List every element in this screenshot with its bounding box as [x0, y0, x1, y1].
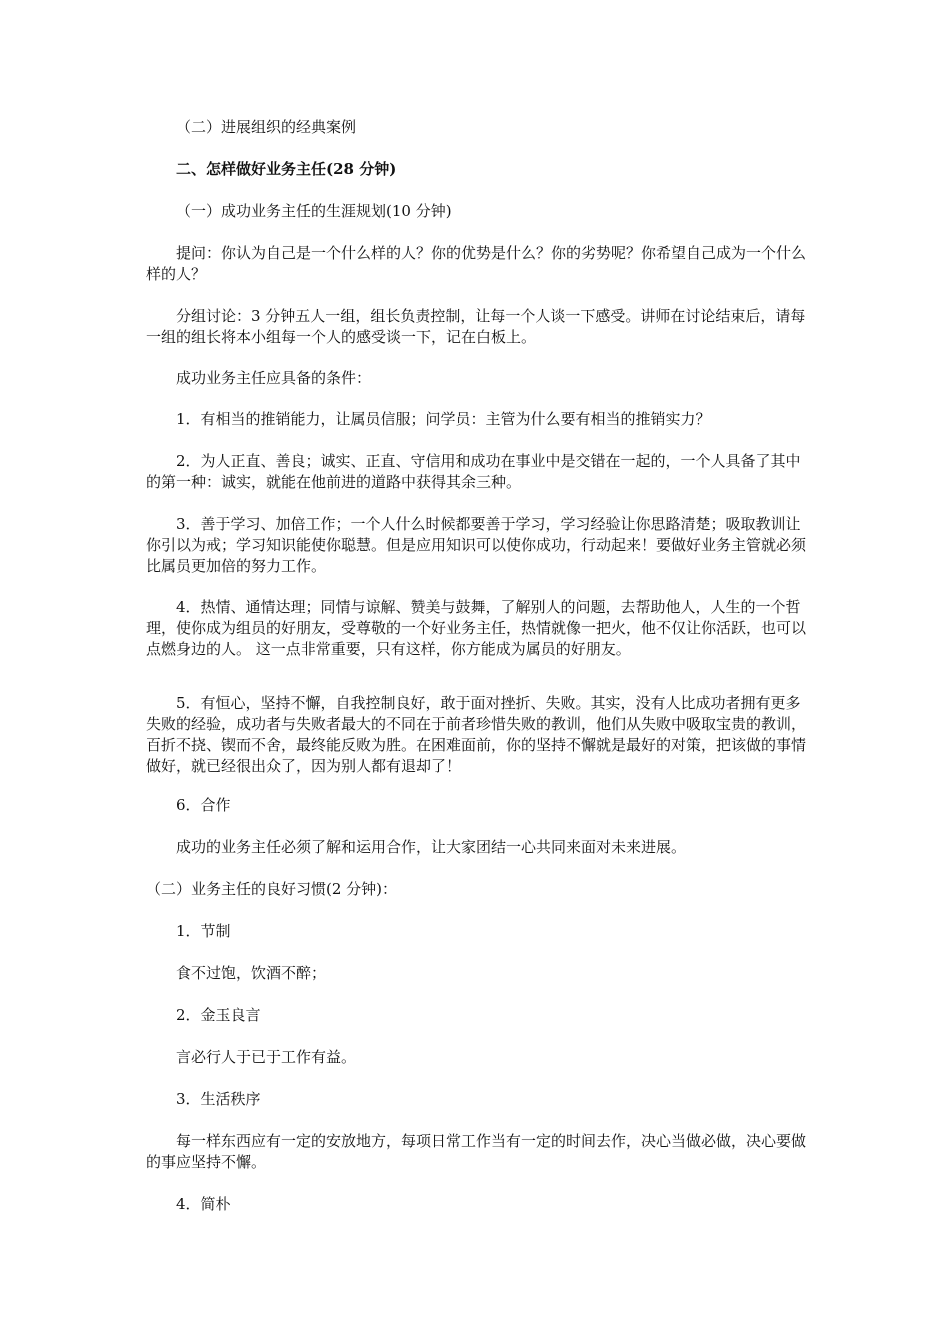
paragraph-group-discussion: 分组讨论：3 分钟五人一组，组长负责控制，让每一个人谈一下感受。讲师在讨论结束后，请每一组的组长将本小组每一个人的感受谈一下，记在白板上。 [146, 307, 806, 346]
list-item-habit-1: 1．节制 [176, 922, 231, 940]
list-item-habit-4: 4．简朴 [176, 1195, 231, 1213]
list-item-condition-1: 1．有相当的推销能力，让属员信服；问学员：主管为什么要有相当的推销实力？ [176, 410, 711, 428]
list-item-condition-5: 5．有恒心，坚持不懈，自我控制良好，敢于面对挫折、失败。其实，没有人比成功者拥有更多失败的经验，成功者与失败者最大的不同在于前者珍惜失败的教训，他们从失败中吸取宝贵的教训，百折不挠、锲而不舍，最终能反败为胜。在困难面前，你的坚持不懈就是最好的对策，把该做的事情做好，就已经很出众了，因为别人都有退却了！ [146, 694, 807, 775]
paragraph-habit-2-detail: 言必行人于已于工作有益。 [176, 1048, 357, 1066]
list-item-condition-4: 4．热情、通情达理；同情与谅解、赞美与鼓舞，了解别人的问题，去帮助他人，人生的一个哲理，使你成为组员的好朋友，受尊敬的一个好业务主任，热情就像一把火，他不仅让你活跃，也可以点燃身边的人。 这一点非常重要，只有这样，你方能成为属员的好朋友。 [146, 598, 807, 658]
list-item-condition-2: 2．为人正直、善良；诚实、正直、守信用和成功在事业中是交错在一起的，一个人具备了其中的第一种：诚实，就能在他前进的道路中获得其余三种。 [146, 452, 801, 491]
subsection-heading-classic-cases: （二）进展组织的经典案例 [176, 118, 357, 136]
subsection-heading-good-habits: （二）业务主任的良好习惯(2 分钟)： [146, 880, 398, 898]
list-item-condition-3: 3．善于学习、加倍工作；一个人什么时候都要善于学习，学习经验让你思路清楚；吸取教训让你引以为戒；学习知识能使你聪慧。但是应用知识可以使你成功，行动起来！要做好业务主管就必须比属员更加倍的努力工作。 [146, 515, 807, 575]
subsection-heading-career-planning: （一）成功业务主任的生涯规划(10 分钟) [176, 202, 452, 220]
paragraph-habit-3-detail: 每一样东西应有一定的安放地方，每项日常工作当有一定的时间去作，决心当做必做，决心要做的事应坚持不懈。 [146, 1132, 807, 1171]
paragraph-cooperation: 成功的业务主任必须了解和运用合作，让大家团结一心共同来面对未来进展。 [176, 838, 687, 856]
paragraph-question: 提问：你认为自己是一个什么样的人？你的优势是什么？你的劣势呢？你希望自己成为一个什么样的人？ [146, 244, 807, 283]
paragraph-habit-1-detail: 食不过饱，饮酒不醉； [176, 964, 327, 982]
section-heading-how-to-be-manager: 二、怎样做好业务主任(28 分钟) [176, 160, 397, 178]
paragraph-conditions-intro: 成功业务主任应具备的条件： [176, 369, 372, 387]
list-item-habit-3: 3．生活秩序 [176, 1090, 261, 1108]
list-item-habit-2: 2．金玉良言 [176, 1006, 261, 1024]
list-item-condition-6: 6．合作 [176, 796, 231, 814]
